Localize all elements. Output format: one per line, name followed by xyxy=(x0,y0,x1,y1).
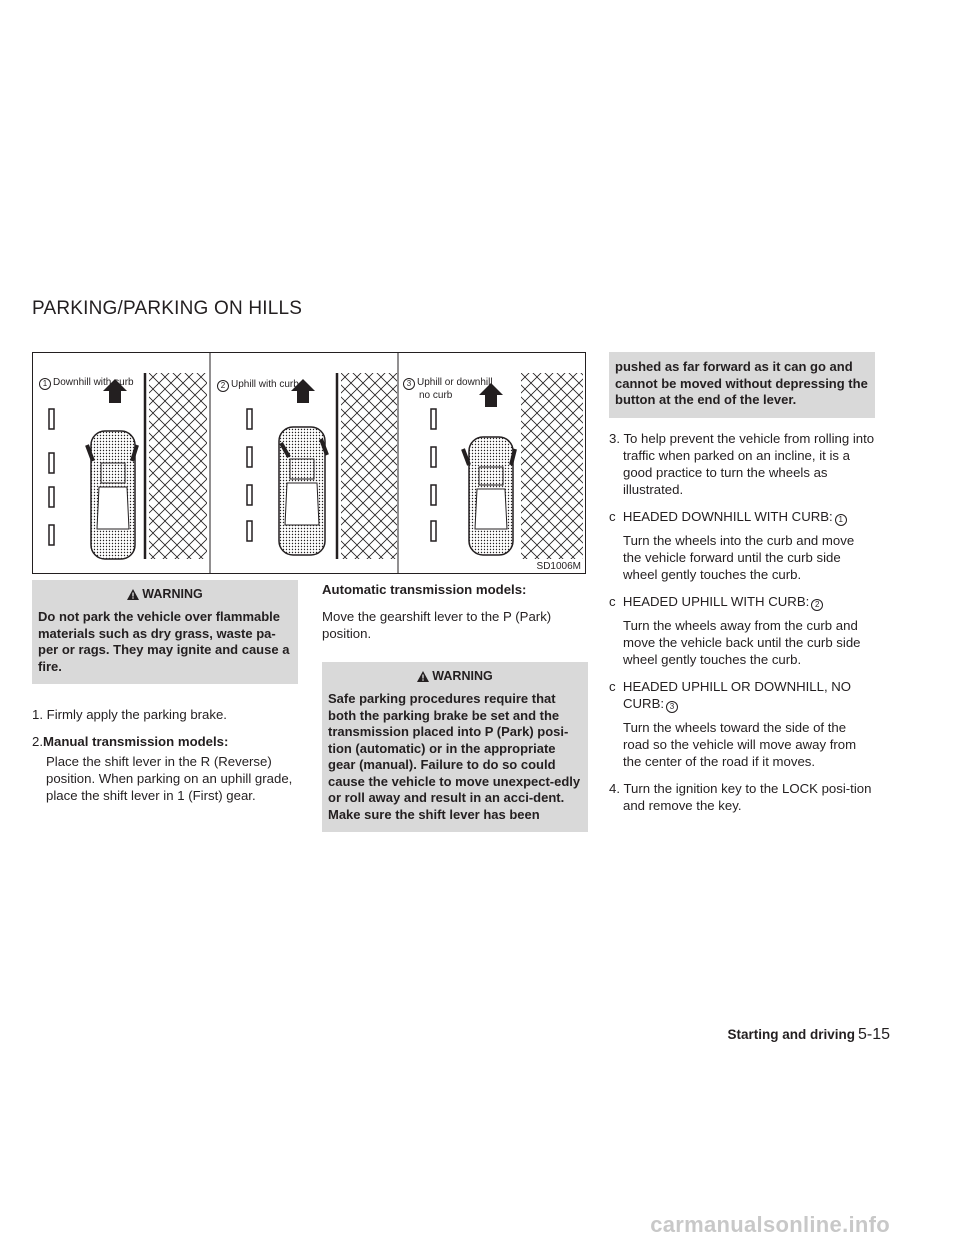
warning-box-continued xyxy=(609,352,875,418)
warning-triangle-icon xyxy=(127,589,139,600)
bullet-no-curb: c HEADED UPHILL OR DOWNHILL, NO CURB: 3 xyxy=(609,678,852,711)
bullet-downhill-curb: c HEADED DOWNHILL WITH CURB: 1 xyxy=(609,508,875,526)
panel-1-label: 1 Downhill with curb xyxy=(39,377,134,390)
panel-2-label: 2 Uphill with curb xyxy=(217,379,299,392)
auto-transmission-heading: Automatic transmission models: xyxy=(322,582,527,597)
column-1 xyxy=(32,580,298,804)
warning-heading: WARNING xyxy=(38,586,292,603)
figure-code: SD1006M xyxy=(536,561,581,572)
bullet-uphill-curb-text: Turn the wheels away from the curb and move the vehicle back until the curb side wheel gently touches the curb. xyxy=(623,617,861,667)
step-2-text: Place the shift lever in the R (Reverse) position. When parking on an uphill grade, place the shift lever in 1 (First) gear. xyxy=(46,754,293,803)
step-1: 1. Firmly apply the parking brake. xyxy=(32,707,227,722)
warning-box-safe-parking xyxy=(322,662,588,832)
warning-triangle-icon xyxy=(417,671,429,682)
bullet-downhill-curb-text: Turn the wheels into the curb and move the vehicle forward until the curb side wheel gently touches the curb. xyxy=(623,532,855,582)
warning-box-flammable xyxy=(32,580,298,684)
step-4: 4. Turn the ignition key to the LOCK posi-tion and remove the key. xyxy=(609,780,872,813)
column-3 xyxy=(609,352,875,814)
footer-section: Starting and driving xyxy=(727,1027,855,1042)
bullet-uphill-curb: c HEADED UPHILL WITH CURB: 2 xyxy=(609,593,875,611)
panel-2-uphill-with-curb xyxy=(247,373,397,559)
parking-illustration xyxy=(32,352,586,574)
warning-continued-text: pushed as far forward as it can go and cannot be moved without depressing the button at the end of the lever. xyxy=(615,359,868,407)
warning-heading: WARNING xyxy=(328,668,582,685)
column-2 xyxy=(322,580,588,832)
auto-transmission-text: Move the gearshift lever to the P (Park) position. xyxy=(322,609,552,641)
panel-1-downhill-with-curb xyxy=(49,373,207,559)
step-2: 2.Manual transmission models: xyxy=(32,734,229,749)
page-title: PARKING/PARKING ON HILLS xyxy=(32,298,303,319)
page-footer xyxy=(727,1026,890,1044)
step-3: 3. To help prevent the vehicle from rolling into traffic when parked on an incline, it is a good practice to turn the wheels as illustrated. xyxy=(609,430,875,497)
watermark: carmanualsonline.info xyxy=(650,1212,890,1237)
panel-3-label: 3 Uphill or downhill no curb xyxy=(403,377,493,402)
page-number: 5-15 xyxy=(857,1026,890,1043)
bullet-no-curb-text: Turn the wheels toward the side of the road so the vehicle will move away from the center of the road if it moves. xyxy=(623,719,857,769)
warning-text: Do not park the vehicle over flammable materials such as dry grass, waste pa-per or rags. They may ignite and cause a fire. xyxy=(38,609,290,674)
warning-text: Safe parking procedures require that both the parking brake be set and the transmission placed into P (Park) posi-tion (automatic) or in the appropriate gear (manual). Failure to do so could cause the vehicle to move unexpect-edly or roll away and result in an acci-dent. Make sure the shift lever has been xyxy=(328,691,581,822)
